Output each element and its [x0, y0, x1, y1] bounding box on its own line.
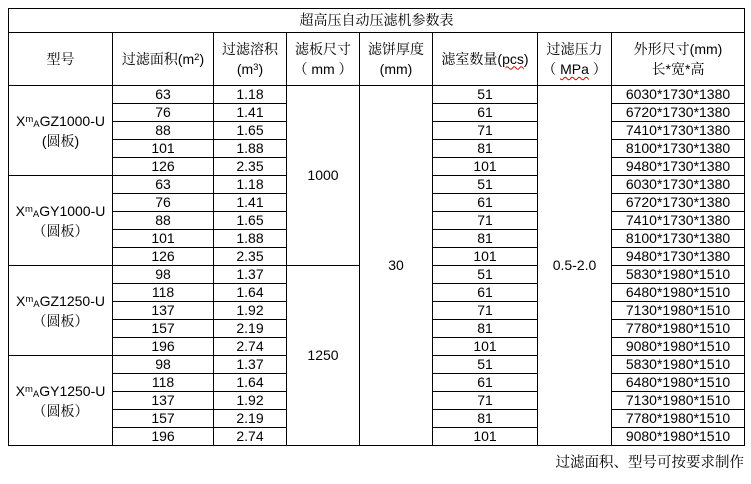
volume-cell: 1.64: [214, 284, 287, 302]
table-row: [9, 86, 745, 104]
dims-cell: 8100*1730*1380: [612, 230, 745, 248]
dims-cell: 6030*1730*1380: [612, 86, 745, 104]
dims-cell: 7130*1980*1510: [612, 302, 745, 320]
area-cell: 63: [113, 86, 214, 104]
chambers-cell: 101: [433, 338, 538, 356]
area-cell: 137: [113, 302, 214, 320]
dims-cell: 9480*1730*1380: [612, 158, 745, 176]
area-cell: 157: [113, 410, 214, 428]
volume-cell: 1.37: [214, 356, 287, 374]
volume-cell: 2.35: [214, 248, 287, 266]
dims-cell: 6030*1730*1380: [612, 176, 745, 194]
dims-cell: 5830*1980*1510: [612, 266, 745, 284]
col-header-model: 型号: [9, 33, 113, 86]
pressure-cell: 0.5-2.0: [538, 86, 612, 446]
dims-cell: 7780*1980*1510: [612, 410, 745, 428]
spellcheck-mpa: MPa: [560, 61, 589, 77]
chambers-cell: 101: [433, 428, 538, 446]
chambers-cell: 71: [433, 122, 538, 140]
col-header-cake-thickness: 滤饼厚度 (mm): [360, 33, 433, 86]
model-cell-gy1000: [9, 176, 113, 266]
volume-cell: 2.19: [214, 410, 287, 428]
model-cell-gz1000: [9, 86, 113, 176]
volume-cell: 1.88: [214, 140, 287, 158]
dims-cell: 9080*1980*1510: [612, 338, 745, 356]
volume-cell: 1.92: [214, 392, 287, 410]
area-cell: 88: [113, 212, 214, 230]
chambers-cell: 51: [433, 356, 538, 374]
chambers-cell: 51: [433, 266, 538, 284]
dims-cell: 6720*1730*1380: [612, 194, 745, 212]
area-cell: 98: [113, 356, 214, 374]
volume-cell: 1.18: [214, 176, 287, 194]
model-name-line: $X^m_AGZ1000-U$: [16, 112, 105, 130]
superscript-3: 3: [253, 62, 259, 73]
volume-cell: 2.35: [214, 158, 287, 176]
model-plate-line: （圆板）: [32, 222, 89, 239]
dims-cell: 6480*1980*1510: [612, 284, 745, 302]
header-row: [9, 33, 745, 86]
col-header-overall-dims: 外形尺寸(mm) 长*宽*高: [612, 33, 745, 86]
area-cell: 98: [113, 266, 214, 284]
volume-cell: 1.65: [214, 212, 287, 230]
dims-cell: 9480*1730*1380: [612, 248, 745, 266]
area-cell: 137: [113, 392, 214, 410]
volume-cell: 1.92: [214, 302, 287, 320]
dims-cell: 7410*1730*1380: [612, 212, 745, 230]
model-plate-line: （圆板）: [32, 402, 89, 419]
chambers-cell: 61: [433, 194, 538, 212]
volume-cell: 1.88: [214, 230, 287, 248]
chambers-cell: 81: [433, 320, 538, 338]
dims-cell: 7780*1980*1510: [612, 320, 745, 338]
table-title: 超高压自动压滤机参数表: [9, 9, 745, 33]
plate-size-cell-1250: 1250: [287, 266, 360, 446]
cake-thickness-cell: 30: [360, 86, 433, 446]
area-cell: 76: [113, 194, 214, 212]
area-cell: 118: [113, 284, 214, 302]
col-header-filter-area: 过滤面积$(m^2)$: [113, 33, 214, 86]
volume-cell: 1.65: [214, 122, 287, 140]
area-cell: 101: [113, 140, 214, 158]
chambers-cell: 81: [433, 410, 538, 428]
volume-cell: 2.19: [214, 320, 287, 338]
title-row: [9, 9, 745, 33]
model-name-line: $X^m_AGY1000-U$: [15, 202, 106, 220]
dims-cell: 8100*1730*1380: [612, 140, 745, 158]
model-cell-gz1250: [9, 266, 113, 356]
superscript-2: 2: [194, 51, 200, 63]
volume-cell: 2.74: [214, 338, 287, 356]
col-header-plate-size: 滤板尺寸 （ mm ）: [287, 33, 360, 86]
area-cell: 88: [113, 122, 214, 140]
footer-note: 过滤面积、型号可按要求制作: [555, 455, 744, 471]
dims-cell: 9080*1980*1510: [612, 428, 745, 446]
col-header-filter-volume: 过滤溶积 $(m^3)$: [214, 33, 287, 86]
model-cell-gy1250: [9, 356, 113, 446]
dims-cell: 7410*1730*1380: [612, 122, 745, 140]
spellcheck-pcs: pcs: [502, 50, 524, 67]
area-cell: 157: [113, 320, 214, 338]
parameters-table: [8, 8, 745, 446]
col-header-filter-pressure: 过滤压力 （ MPa ）: [538, 33, 612, 86]
model-plate-line: （圆板）: [32, 312, 89, 329]
volume-cell: 1.41: [214, 194, 287, 212]
chambers-cell: 71: [433, 302, 538, 320]
plate-size-cell-1000: 1000: [287, 86, 360, 266]
chambers-cell: 61: [433, 284, 538, 302]
area-cell: 126: [113, 248, 214, 266]
area-cell: 196: [113, 428, 214, 446]
chambers-cell: 61: [433, 374, 538, 392]
chambers-cell: 71: [433, 392, 538, 410]
model-name-line: $X^m_AGZ1250-U$: [16, 292, 105, 310]
dims-cell: 7130*1980*1510: [612, 392, 745, 410]
chambers-cell: 101: [433, 158, 538, 176]
volume-cell: 1.64: [214, 374, 287, 392]
dims-cell: 6720*1730*1380: [612, 104, 745, 122]
model-name-line: $X^m_AGY1250-U$: [15, 382, 106, 400]
chambers-cell: 81: [433, 230, 538, 248]
dims-cell: 6480*1980*1510: [612, 374, 745, 392]
col-header-chamber-count: 滤室数量(pcs): [433, 33, 538, 86]
volume-cell: 1.37: [214, 266, 287, 284]
chambers-cell: 51: [433, 86, 538, 104]
volume-cell: 1.18: [214, 86, 287, 104]
dims-cell: 5830*1980*1510: [612, 356, 745, 374]
area-cell: 101: [113, 230, 214, 248]
area-cell: 196: [113, 338, 214, 356]
chambers-cell: 81: [433, 140, 538, 158]
area-cell: 126: [113, 158, 214, 176]
area-cell: 76: [113, 104, 214, 122]
model-plate-line: (圆板): [41, 132, 80, 149]
chambers-cell: 71: [433, 212, 538, 230]
chambers-cell: 51: [433, 176, 538, 194]
chambers-cell: 61: [433, 104, 538, 122]
volume-cell: 1.41: [214, 104, 287, 122]
chambers-cell: 101: [433, 248, 538, 266]
area-cell: 63: [113, 176, 214, 194]
volume-cell: 2.74: [214, 428, 287, 446]
area-cell: 118: [113, 374, 214, 392]
